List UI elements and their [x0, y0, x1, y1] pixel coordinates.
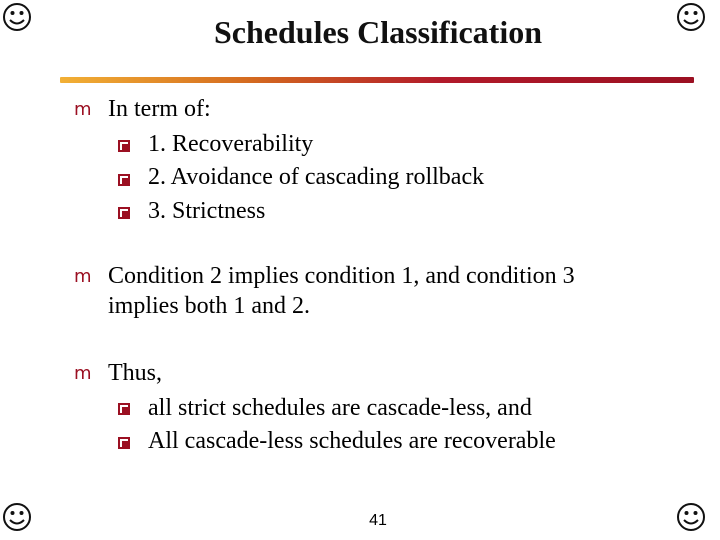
checkbox-bullet-icon [118, 174, 130, 186]
m-bullet-icon: m [74, 363, 92, 384]
bullet-1-text: In term of: [108, 96, 211, 122]
slide-title: Schedules Classification [213, 14, 543, 50]
bullet-3-sub-2: All cascade-less schedules are recoverable [148, 428, 556, 454]
bullet-3-sub-1: all strict schedules are cascade-less, and [148, 395, 532, 421]
bullet-3-text: Thus, [108, 360, 162, 386]
bullet-1-sub-2: 2. Avoidance of cascading rollback [148, 164, 485, 190]
bullet-2-line-1: Condition 2 implies condition 1, and condition 3 [108, 263, 575, 289]
corner-smiley-icon-bottom-left [2, 502, 32, 532]
bullet-2-line-2: implies both 1 and 2. [108, 293, 310, 319]
m-bullet-icon: m [74, 266, 92, 287]
checkbox-bullet-icon [118, 140, 130, 152]
page-number: 41 [369, 512, 387, 529]
corner-smiley-icon-bottom-right [676, 502, 706, 532]
title-divider [60, 77, 694, 83]
checkbox-bullet-icon [118, 207, 130, 219]
checkbox-bullet-icon [118, 403, 130, 415]
bullet-1-sub-1: 1. Recoverability [148, 131, 314, 157]
m-bullet-icon: m [74, 99, 92, 120]
checkbox-bullet-icon [118, 437, 130, 449]
bullet-1-sub-3: 3. Strictness [148, 198, 266, 224]
